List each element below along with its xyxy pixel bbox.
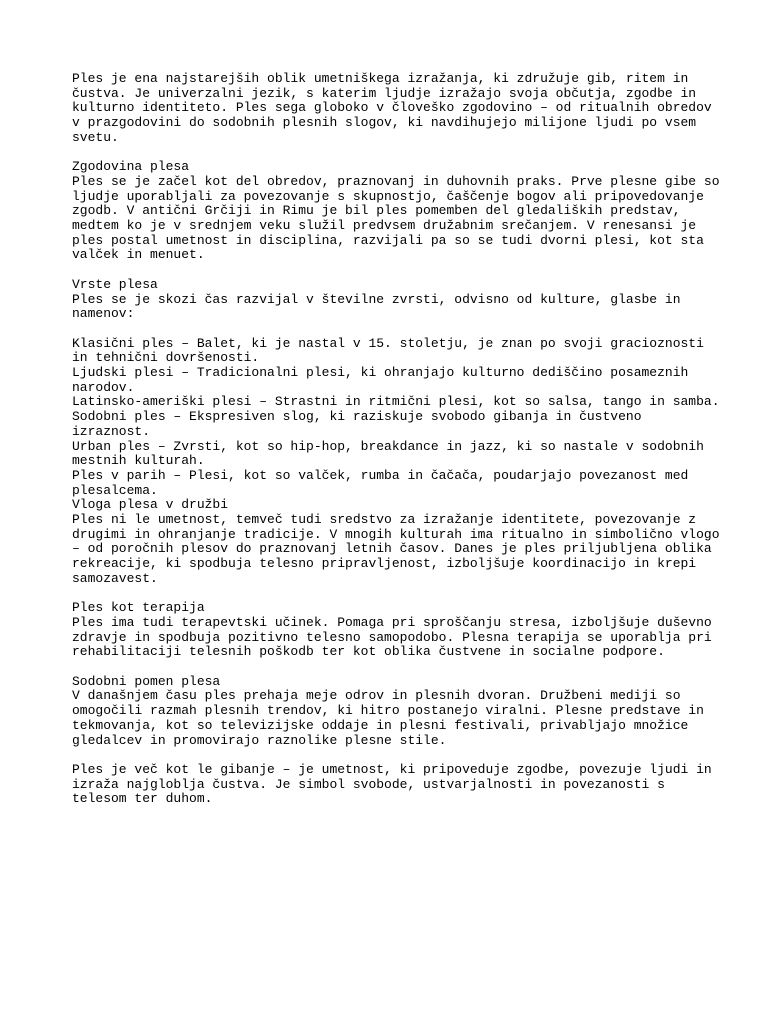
paragraph-spacer — [72, 322, 712, 337]
modern-heading: Sodobni pomen plesa — [72, 673, 221, 689]
list-item: Klasični ples – Balet, ki je nastal v 15. stoletju, je znan po svoji gracioznosti in tehnični dovršenosti. — [72, 335, 704, 366]
society-heading: Vloga plesa v družbi — [72, 497, 229, 513]
paragraph-spacer — [72, 660, 712, 675]
society-paragraph: Ples ni le umetnost, temveč tudi sredstvo za izražanje identitete, povezovanje z drugimi in ohranjanje tradicije. V mnogih kulturah ima ritualno in simbolično vlogo – od poročnih plesov do praznovanj letnih časov. Danes je ples priljubljena oblika rekreacije, ki spodbuja telesno pripravljenost, izboljšuje koordinacijo in krepi samozavest. — [72, 512, 720, 586]
paragraph-spacer — [72, 587, 712, 602]
document-body — [72, 71, 720, 807]
list-item: Latinsko-ameriški plesi – Strastni in ritmični plesi, kot so salsa, tango in samba. — [72, 394, 720, 410]
therapy-paragraph: Ples ima tudi terapevtski učinek. Pomaga pri sproščanju stresa, izboljšuje duševno zdravje in spodbuja pozitivno telesno samopodobo. Plesna terapija se uporablja pri rehabilitaciji telesnih poškodb ter kot oblika čustvene in socialne podpore. — [72, 614, 712, 660]
therapy-heading: Ples kot terapija — [72, 600, 205, 616]
modern-paragraph: V današnjem času ples prehaja meje odrov in plesnih dvoran. Družbeni mediji so omogočili razmah plesnih trendov, ki hitro postanejo viralni. Plesne predstave in tekmovanja, kot so televizijske oddaje in plesni festivali, privabljajo množice gledalcev in promovirajo raznolike plesne stile. — [72, 688, 704, 748]
types-paragraph: Ples se je skozi čas razvijal v številne zvrsti, odvisno od kulture, glasbe in namenov: — [72, 291, 681, 322]
list-item: Urban ples – Zvrsti, kot so hip-hop, breakdance in jazz, ki so nastale v sodobnih mestnih kulturah. — [72, 438, 704, 469]
list-item: Sodobni ples – Ekspresiven slog, ki raziskuje svobodo gibanja in čustveno izraznost. — [72, 409, 642, 439]
history-heading: Zgodovina plesa — [72, 159, 190, 175]
paragraph-spacer — [72, 748, 712, 763]
list-item: Ljudski plesi – Tradicionalni plesi, ki ohranjajo kulturno dediščino posameznih narodov. — [72, 365, 689, 395]
paragraph-spacer — [72, 263, 712, 278]
conclusion-paragraph: Ples je več kot le gibanje – je umetnost, ki pripoveduje zgodbe, povezuje ljudi in izraža najgloblja čustva. Je simbol svobode, ustvarjalnosti in povezanosti s telesom ter duhom. — [72, 761, 712, 807]
history-paragraph: Ples se je začel kot del obredov, praznovanj in duhovnih praks. Prve plesne gibe so ljudje uporabljali za povezovanje s skupnostjo, čaščenje bogov ali pripovedovanje zgodb. V antični Grčiji in Rimu je bil ples pomemben del gledaliških predstav, medtem ko je v srednjem veku služil predvsem družabnim srečanjem. V renesansi je ples postal umetnost in disciplina, razvijali pa so se tudi dvorni plesi, kot sta valček in menuet. — [72, 173, 720, 263]
paragraph-spacer — [72, 146, 712, 161]
list-item: Ples v parih – Plesi, kot so valček, rumba in čačača, poudarjajo povezanost med plesalcema. — [72, 467, 689, 498]
dance-types-list — [72, 335, 720, 499]
types-heading: Vrste plesa — [72, 276, 158, 292]
intro-paragraph: Ples je ena najstarejših oblik umetniškega izražanja, ki združuje gib, ritem in čustva. Je univerzalni jezik, s katerim ljudje izražajo svoja občutja, zgodbe in kulturno identiteto. Ples sega globoko v človeško zgodovino – od ritualnih obredov v prazgodovini do sodobnih plesnih slogov, ki navdihujejo milijone ljudi po vsem svetu. — [72, 71, 712, 145]
